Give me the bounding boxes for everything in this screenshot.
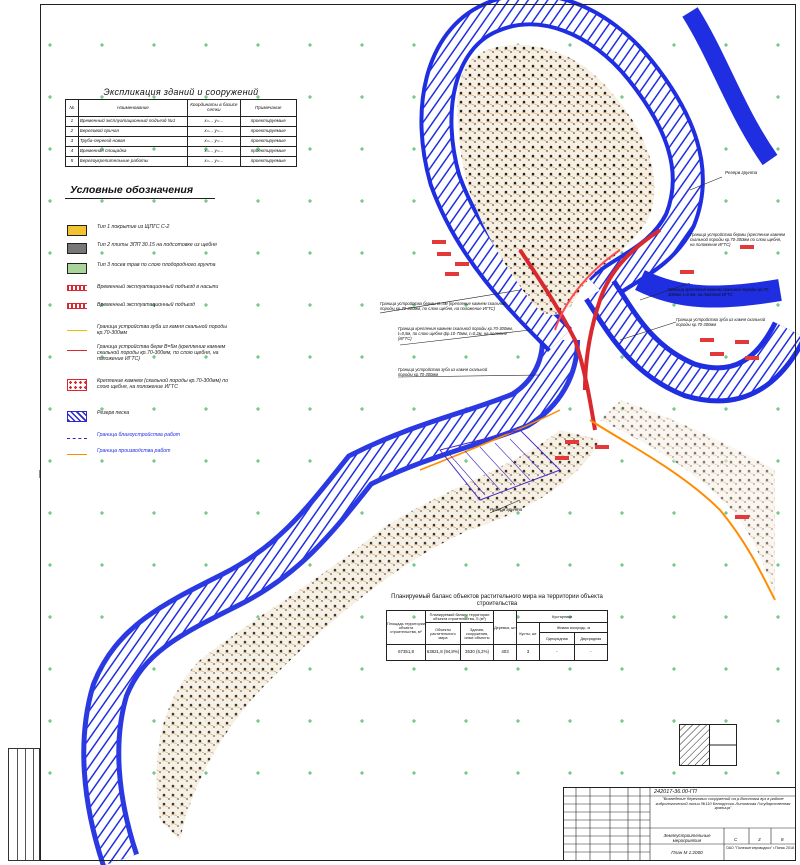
expl-note: проектируемые <box>240 117 296 127</box>
expl-num: 3 <box>66 137 79 147</box>
explication-table <box>65 87 297 167</box>
bal-buildings: 3530 (5,2%) <box>461 645 494 661</box>
expl-coords: x=... y=... <box>188 147 240 157</box>
legend-title: Условные обозначения <box>70 184 194 196</box>
expl-coords: x=... y=... <box>188 137 240 147</box>
explication-title: Экспликация зданий и сооружений <box>103 87 259 97</box>
bal-h-buildings: Здания, сооружения, иные объекты <box>461 623 494 645</box>
expl-note: проектируемые <box>240 157 296 167</box>
legend-symbol-type1 <box>67 225 87 236</box>
legend <box>65 184 235 465</box>
expl-name: Береговой причал <box>78 127 187 137</box>
table-row <box>66 137 297 147</box>
col-num: № <box>66 100 79 117</box>
table-row <box>66 147 297 157</box>
expl-name: Временная площадка <box>78 147 187 157</box>
legend-label: Тип 3 посев трав по слою плодородного грунта <box>97 262 216 268</box>
left-stamp <box>8 748 40 861</box>
bal-h-shrubs: Кустарники <box>517 611 608 623</box>
plant-balance-table <box>386 594 608 661</box>
expl-num: 5 <box>66 157 79 167</box>
organization: ОАО "Полесьегипроводхоз" г.Пинск 2018 <box>726 846 794 850</box>
expl-name: Временный эксплуатационный подъезд №1 <box>78 117 187 127</box>
legend-label: Крепление камнем (скальной породы кр.70-300мм) по слою щебня, на положение ИГТС <box>97 378 229 390</box>
hatched-symbol <box>679 724 737 766</box>
bal-h-plants: Объекты растительного мира <box>426 623 461 645</box>
bal-plants: 63821,8 (94,8%) <box>426 645 461 661</box>
legend-label: Временный эксплуатационный подъезд в насыпи <box>97 284 219 290</box>
legend-label: Резерв песка <box>97 410 130 416</box>
callout-tooth-right: Граница устройства зуба из камня скальной породы кр.70-300мм <box>676 317 766 327</box>
bal-h-hedges: Живая изгородь, м <box>540 623 608 633</box>
expl-name: Труба-переезд новая <box>78 137 187 147</box>
bal-h-bushes: Кусты, шт <box>517 623 540 645</box>
legend-symbol-berm <box>67 350 87 351</box>
expl-note: проектируемые <box>240 147 296 157</box>
bal-h-area: Площадь территории объекта строительства, м² <box>387 611 426 645</box>
sheet-name: Землеустроительные мероприятия <box>663 833 711 843</box>
project-description: "Возведение береговых сооружений на р.Вотловка вуз в районе гидрологической линии №110 Белорусско-Литовская Государственная граница" <box>655 796 791 811</box>
table-row <box>66 157 297 167</box>
callout-berm-right: Граница устройства бермы (крепление камнем скальной породы кр.70-300мм по слою щебня, на положение ИГТС) <box>690 232 785 247</box>
table-row <box>66 127 297 137</box>
expl-name: Берегоукрепительные работы <box>78 157 187 167</box>
expl-coords: x=... y=... <box>188 127 240 137</box>
bal-tworow: - <box>574 645 607 661</box>
bal-bushes: 3 <box>517 645 540 661</box>
col-note: Примечание <box>240 100 296 117</box>
bal-trees: 403 <box>494 645 517 661</box>
legend-symbol-road <box>67 303 87 309</box>
callout-tooth-left: Граница устройства зуба из камня скальной породы кр.70-300мм <box>398 367 488 377</box>
callout-berm-left: Граница устройства бермы В=5м (крепление камнем скальной породы кр.70-300мм, по слою щебня, на положение ИГТС) <box>380 301 506 311</box>
legend-label: Граница устройства берм В=5м (крепление камнем скальной породы кр.70-300мм, по слою щебня, на положение ИГТС) <box>97 344 226 362</box>
bal-onerow: - <box>540 645 575 661</box>
doc-code: 242017-36.00-ГП <box>654 789 697 795</box>
plan-scale: План М 1:2000 <box>671 850 703 855</box>
bal-h-trees: Деревья, шт <box>494 611 517 645</box>
legend-symbol-tooth <box>67 330 87 331</box>
col-name: Наименование <box>78 100 187 117</box>
legend-label: Временный эксплуатационный подъезд <box>97 302 195 308</box>
legend-symbol-land-border <box>67 438 87 439</box>
legend-symbol-type2a <box>67 243 87 254</box>
expl-num: 1 <box>66 117 79 127</box>
legend-symbol-road-mass <box>67 285 87 291</box>
legend-symbol-stone <box>67 379 87 391</box>
sand-reserve-label-2: Резерв грунта <box>490 507 523 512</box>
table-row <box>66 117 297 127</box>
bal-h-tworow: Двухрядная <box>574 633 607 645</box>
expl-coords: x=... y=... <box>188 157 240 167</box>
sheet-number: 3 <box>758 837 761 842</box>
legend-label: Граница благоустройства работ <box>97 432 181 438</box>
expl-num: 4 <box>66 147 79 157</box>
balance-title: Планируемый баланс объектов растительного мира на территории объекта строительства <box>391 594 603 608</box>
sheet-total: 8 <box>781 837 784 842</box>
callout-stone-right: Граница крепления камнем скальной породы кр.70-300мм, t=0,5м, на полотне ИГТС <box>668 287 770 297</box>
legend-symbol-sand <box>67 411 87 422</box>
callout-stone-left: Граница крепления камнем скальной породы кр.70-300мм, t=0,5м, по слою щебня фр.10-70мм, t=0,2м, на полотне (ИГТС) <box>398 326 514 341</box>
legend-label: Граница производства работ <box>97 448 171 454</box>
expl-num: 2 <box>66 127 79 137</box>
bal-h-planned: Планируемый баланс территории объекта строительства, S (м²) <box>426 611 494 623</box>
bal-area: 67351,8 <box>387 645 426 661</box>
legend-label: Тип 2 плиты ЗПП 30.15 на подсотовке из щебня <box>97 242 217 248</box>
expl-note: проектируемые <box>240 127 296 137</box>
title-block <box>563 787 796 861</box>
expl-coords: x=... y=... <box>188 117 240 127</box>
legend-label: Тип 1 покрытие из ЩПГС С-2 <box>97 224 170 230</box>
legend-label: Граница устройства зуба из камня скальной породы кр.70-300мм <box>97 324 228 336</box>
col-coords: Координаты в базисе сетки <box>188 100 240 117</box>
expl-note: проектируемые <box>240 137 296 147</box>
bal-h-onerow: Однорядная <box>540 633 575 645</box>
legend-symbol-type3 <box>67 263 87 274</box>
legend-symbol-work-border <box>67 454 87 455</box>
stage: С <box>734 837 738 842</box>
sand-reserve-label-1: Резерв грунта <box>725 170 758 175</box>
